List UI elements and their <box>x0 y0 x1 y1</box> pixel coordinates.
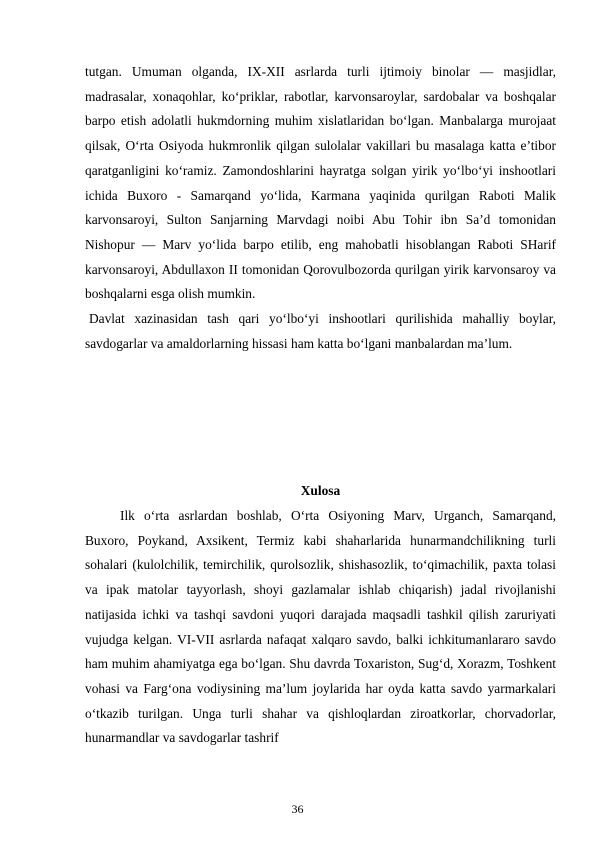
page-number: 36 <box>291 802 304 816</box>
body-paragraph-3: Ilk o‘rta asrlardan boshlab, O‘rta Osiyoning Marv, Urganch, Samarqand, Buxoro, Poykand, Axsikent, Termiz kabi shaharlarida hunarmandchilikning turli sohalari (kulolchilik, temirchilik, qurolsozlik, shishasozlik, to‘qimachilik, paxta tolasi va ipak matolar tayyorlash, shoyi gazlamalar ishlab chiqarish) jadal rivojlanishi natijasida ichki va tashqi savdoni yuqori darajada maqsadli tashkil qilish zaruriyati vujudga kelgan. VI-VII asrlarda nafaqat xalqaro savdo, balki ichkitumanlararo savdo ham muhim ahamiyatga ega bo‘lgan. Shu davrda Toxariston, Sug‘d, Xorazm, Toshkent vohasi va Farg‘ona vodiysining ma’lum joylarida har oyda katta savdo yarmarkalari o‘tkazib turilgan. Unga turli shahar va qishloqlardan ziroatkorlar, chorvadorlar, hunarmandlar va savdogarlar tashrif <box>85 508 556 746</box>
section-heading: Xulosa <box>300 483 341 498</box>
body-paragraph-2: Davlat xazinasidan tash qari yo‘lbo‘yi inshootlari qurilishida mahalliy boylar, savdogarlar va amaldorlarning hissasi ham katta bo‘lgani manbalardan ma’lum. <box>85 311 556 351</box>
body-paragraph-1: tutgan. Umuman olganda, IX-XII asrlarda turli ijtimoiy binolar — masjidlar, madrasalar, xonaqohlar, ko‘priklar, rabotlar, karvonsaroylar, sardobalar va boshqalar barpo etish adolatli hukmdorning muhim xislatlaridan bo‘lgan. Manbalarga murojaat qilsak, O‘rta Osiyoda hukmronlik qilgan sulolalar vakillari bu masalaga katta e’tibor qaratganligini ko‘ramiz. Zamondoshlarini hayratga solgan yirik yo‘lbo‘yi inshootlari ichida Buxoro - Samarqand yo‘lida, Karmana yaqinida qurilgan Raboti Malik karvonsaroyi, Sulton Sanjarning Marvdagi noibi Abu Tohir ibn Sa’d tomonidan Nishopur — Marv yo‘lida barpo etilib, eng mahobatli hisoblangan Raboti SHarif karvonsaroyi, Abdullaxon II tomonidan Qorovulbozorda qurilgan yirik karvonsaroy va boshqalarni esga olish mumkin. <box>85 64 556 302</box>
